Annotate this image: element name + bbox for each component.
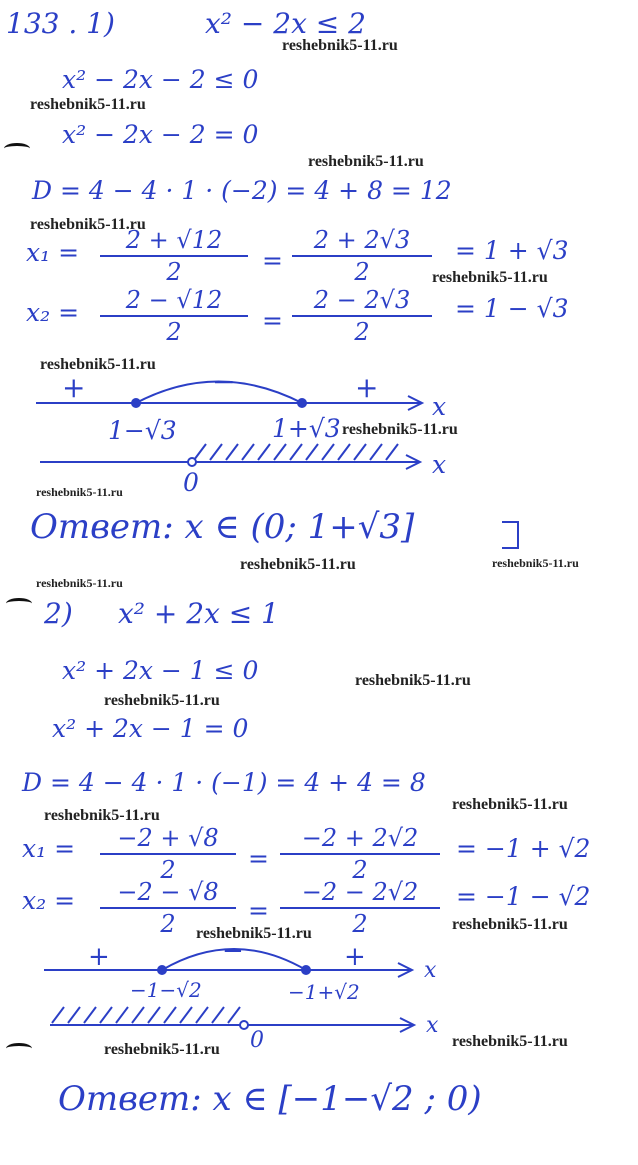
discriminant: D = 4 − 4 · 1 · (−2) = 4 + 8 = 12 — [32, 176, 452, 205]
watermark: reshebnik5-11.ru — [492, 556, 579, 570]
equals-sign: = — [248, 896, 269, 925]
watermark: reshebnik5-11.ru — [104, 1041, 220, 1058]
root-x1-label: x₁ = — [26, 238, 80, 267]
sign-plus: + — [344, 942, 366, 972]
watermark: reshebnik5-11.ru — [452, 916, 568, 933]
fraction-numerator: 2 − 2√3 — [313, 286, 411, 314]
equals-sign: = — [248, 844, 269, 873]
watermark: reshebnik5-11.ru — [104, 692, 220, 709]
fraction-numerator: 2 − √12 — [125, 286, 223, 314]
root-x1-result: = 1 + √3 — [455, 236, 569, 265]
step-inequality: x² − 2x − 2 ≤ 0 — [62, 65, 259, 94]
fraction-numerator: −2 − √8 — [117, 878, 219, 906]
point-label: 1+√3 — [272, 414, 341, 443]
step-equation: x² − 2x − 2 = 0 — [62, 120, 259, 149]
watermark: reshebnik5-11.ru — [196, 925, 312, 942]
fraction-bar — [280, 853, 440, 855]
fraction-numerator: 2 + √12 — [125, 226, 223, 254]
watermark: reshebnik5-11.ru — [36, 576, 123, 590]
watermark: reshebnik5-11.ru — [30, 216, 146, 233]
problem-number: 133 . 1) — [6, 7, 115, 40]
equals-sign: = — [262, 246, 283, 275]
sign-plus: + — [62, 371, 86, 404]
problem-number: 2) — [44, 597, 73, 630]
fraction-denominator: 2 — [354, 258, 370, 286]
watermark: reshebnik5-11.ru — [282, 37, 398, 54]
axis-label: x — [432, 450, 447, 479]
fraction-denominator: 2 — [160, 856, 176, 884]
fraction-numerator: 2 + 2√3 — [313, 226, 411, 254]
root-x2-label: x₂ = — [22, 886, 76, 915]
fraction-bar — [100, 853, 236, 855]
fraction — [280, 826, 440, 882]
fraction-numerator: −2 + √8 — [117, 824, 219, 852]
step-inequality: x² + 2x − 1 ≤ 0 — [62, 656, 259, 685]
fraction-bar — [100, 907, 236, 909]
watermark: reshebnik5-11.ru — [452, 1033, 568, 1050]
inequality: x² − 2x ≤ 2 — [205, 7, 366, 40]
fraction — [100, 826, 236, 882]
fraction-denominator: 2 — [352, 856, 368, 884]
fraction-denominator: 2 — [160, 910, 176, 938]
fraction-denominator: 2 — [166, 258, 182, 286]
root-x2-result: = −1 − √2 — [456, 882, 591, 911]
answer: Ответ: x ∈ (0; 1+√3] — [30, 507, 415, 547]
root-x1-label: x₁ = — [22, 834, 76, 863]
sign-minus: − — [212, 365, 236, 398]
watermark: reshebnik5-11.ru — [40, 356, 156, 373]
zero-label: 0 — [250, 1028, 264, 1053]
sign-minus: − — [222, 936, 244, 966]
zero-label: 0 — [183, 468, 199, 497]
equals-sign: = — [262, 306, 283, 335]
root-x2-label: x₂ = — [26, 298, 80, 327]
fraction-denominator: 2 — [166, 318, 182, 346]
axis-label: x — [432, 392, 447, 421]
answer: Ответ: x ∈ [−1−√2 ; 0) — [58, 1079, 482, 1119]
discriminant: D = 4 − 4 · 1 · (−1) = 4 + 4 = 8 — [22, 768, 426, 797]
watermark: reshebnik5-11.ru — [355, 672, 471, 689]
watermark: reshebnik5-11.ru — [240, 556, 356, 573]
root-x1-result: = −1 + √2 — [456, 834, 591, 863]
watermark: reshebnik5-11.ru — [452, 796, 568, 813]
watermark: reshebnik5-11.ru — [36, 485, 123, 499]
watermark: reshebnik5-11.ru — [30, 96, 146, 113]
axis-label: x — [426, 1013, 439, 1038]
root-x2-result: = 1 − √3 — [455, 294, 569, 323]
sign-plus: + — [88, 942, 110, 972]
fraction-numerator: −2 + 2√2 — [301, 824, 419, 852]
fraction-denominator: 2 — [352, 910, 368, 938]
inequality: x² + 2x ≤ 1 — [118, 597, 279, 630]
point-label: −1+√2 — [288, 980, 360, 1004]
point-label: −1−√2 — [130, 978, 202, 1002]
watermark: reshebnik5-11.ru — [342, 421, 458, 438]
axis-label: x — [424, 958, 437, 983]
sign-plus: + — [355, 371, 379, 404]
watermark: reshebnik5-11.ru — [432, 269, 548, 286]
step-equation: x² + 2x − 1 = 0 — [52, 714, 249, 743]
point-label: 1−√3 — [108, 416, 177, 445]
watermark: reshebnik5-11.ru — [44, 807, 160, 824]
fraction-bar — [280, 907, 440, 909]
fraction-denominator: 2 — [354, 318, 370, 346]
fraction-numerator: −2 − 2√2 — [301, 878, 419, 906]
watermark: reshebnik5-11.ru — [308, 153, 424, 170]
